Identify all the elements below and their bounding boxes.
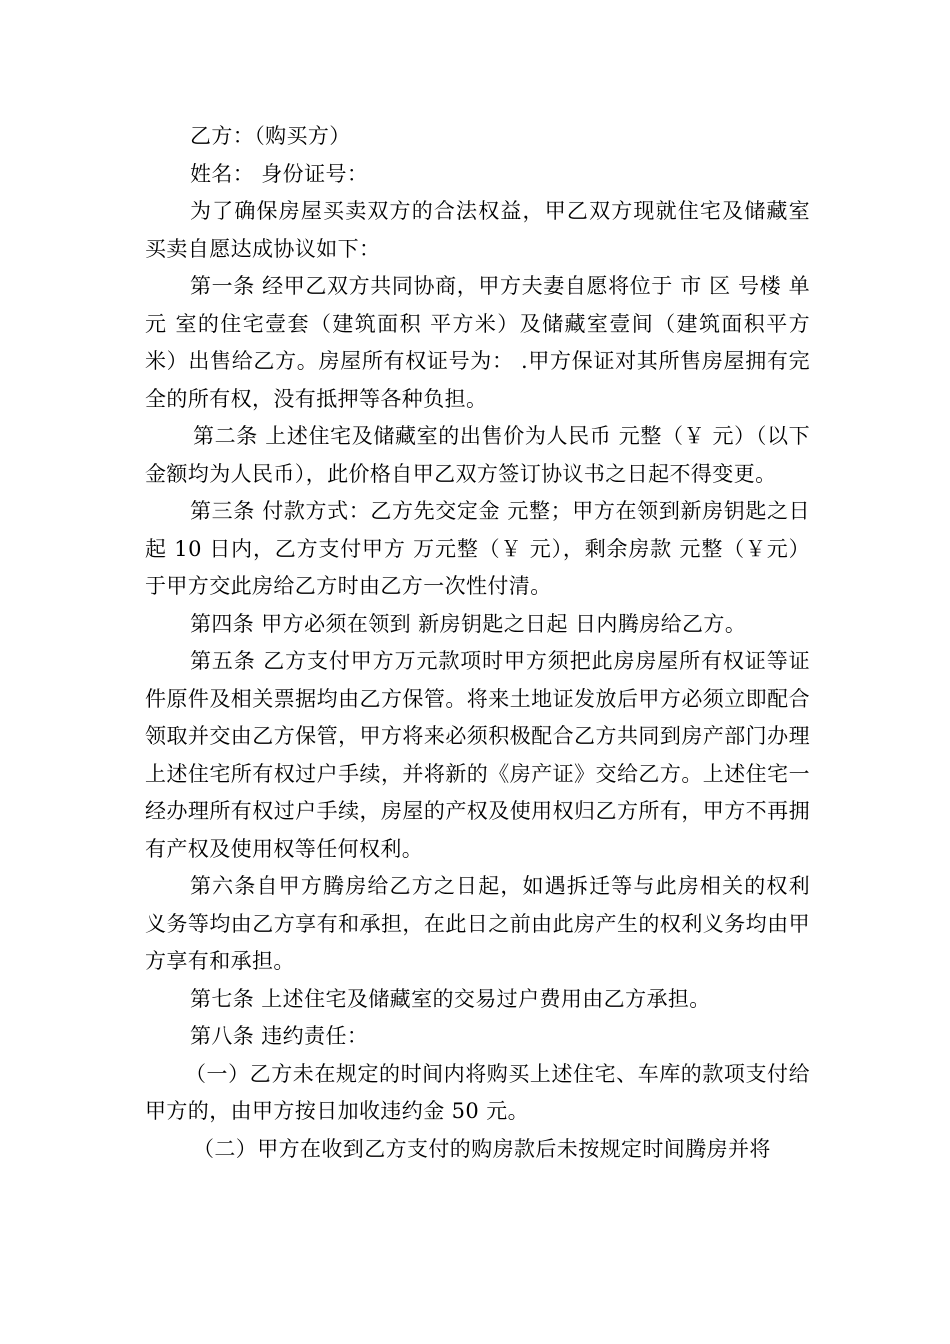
article-6: 第六条自甲方腾房给乙方之日起，如遇拆迁等与此房相关的权利义务等均由乙方享有和承担，在此日之前由此房产生的权利义务均由甲方享有和承担。 xyxy=(145,874,810,973)
article-4: 第四条 甲方必须在领到 新房钥匙之日起 日内腾房给乙方。 xyxy=(190,611,747,636)
article-8-heading: 第八条 违约责任： xyxy=(190,1024,369,1048)
contract-page xyxy=(145,118,810,1168)
party-b-heading: 乙方：（购买方） xyxy=(190,124,351,148)
article-3: 第三条 付款方式：乙方先交定金 元整；甲方在领到新房钥匙之日起 10 日内，乙方支付甲方 万元整（￥ 元），剩余房款 元整（￥元）于甲方交此房给乙方时由乙方一次性付清。 xyxy=(145,499,810,598)
agreement-preamble: 为了确保房屋买卖双方的合法权益，甲乙双方现就住宅及储藏室买卖自愿达成协议如下： xyxy=(145,199,810,261)
article-1: 第一条 经甲乙双方共同协商，甲方夫妻自愿将位于 市 区 号楼 单元 室的住宅壹套（建筑面积 平方米）及储藏室壹间（建筑面积平方米）出售给乙方。房屋所有权证号为： .甲方保证对其所售房屋拥有完全的所有权，没有抵押等各种负担。 xyxy=(145,274,810,411)
article-2: 第二条 上述住宅及储藏室的出售价为人民币 元整（￥ 元）（以下金额均为人民币），此价格自甲乙双方签订协议书之日起不得变更。 xyxy=(145,424,810,486)
article-8-clause-1: （一）乙方未在规定的时间内将购买上述住宅、车库的款项支付给甲方的，由甲方按日加收违约金 50 元。 xyxy=(145,1061,810,1123)
party-b-name-id-line: 姓名： 身份证号： xyxy=(190,161,369,186)
article-8-clause-2: （二）甲方在收到乙方支付的购房款后未按规定时间腾房并将 xyxy=(193,1136,771,1161)
article-5: 第五条 乙方支付甲方万元款项时甲方须把此房房屋所有权证等证件原件及相关票据均由乙方保管。将来土地证发放后甲方必须立即配合领取并交由乙方保管，甲方将来必须积极配合乙方共同到房产部门办理上述住宅所有权过户手续，并将新的《房产证》交给乙方。上述住宅一经办理所有权过户手续，房屋的产权及使用权归乙方所有，甲方不再拥有产权及使用权等任何权利。 xyxy=(145,649,810,861)
article-7: 第七条 上述住宅及储藏室的交易过户费用由乙方承担。 xyxy=(190,986,711,1011)
